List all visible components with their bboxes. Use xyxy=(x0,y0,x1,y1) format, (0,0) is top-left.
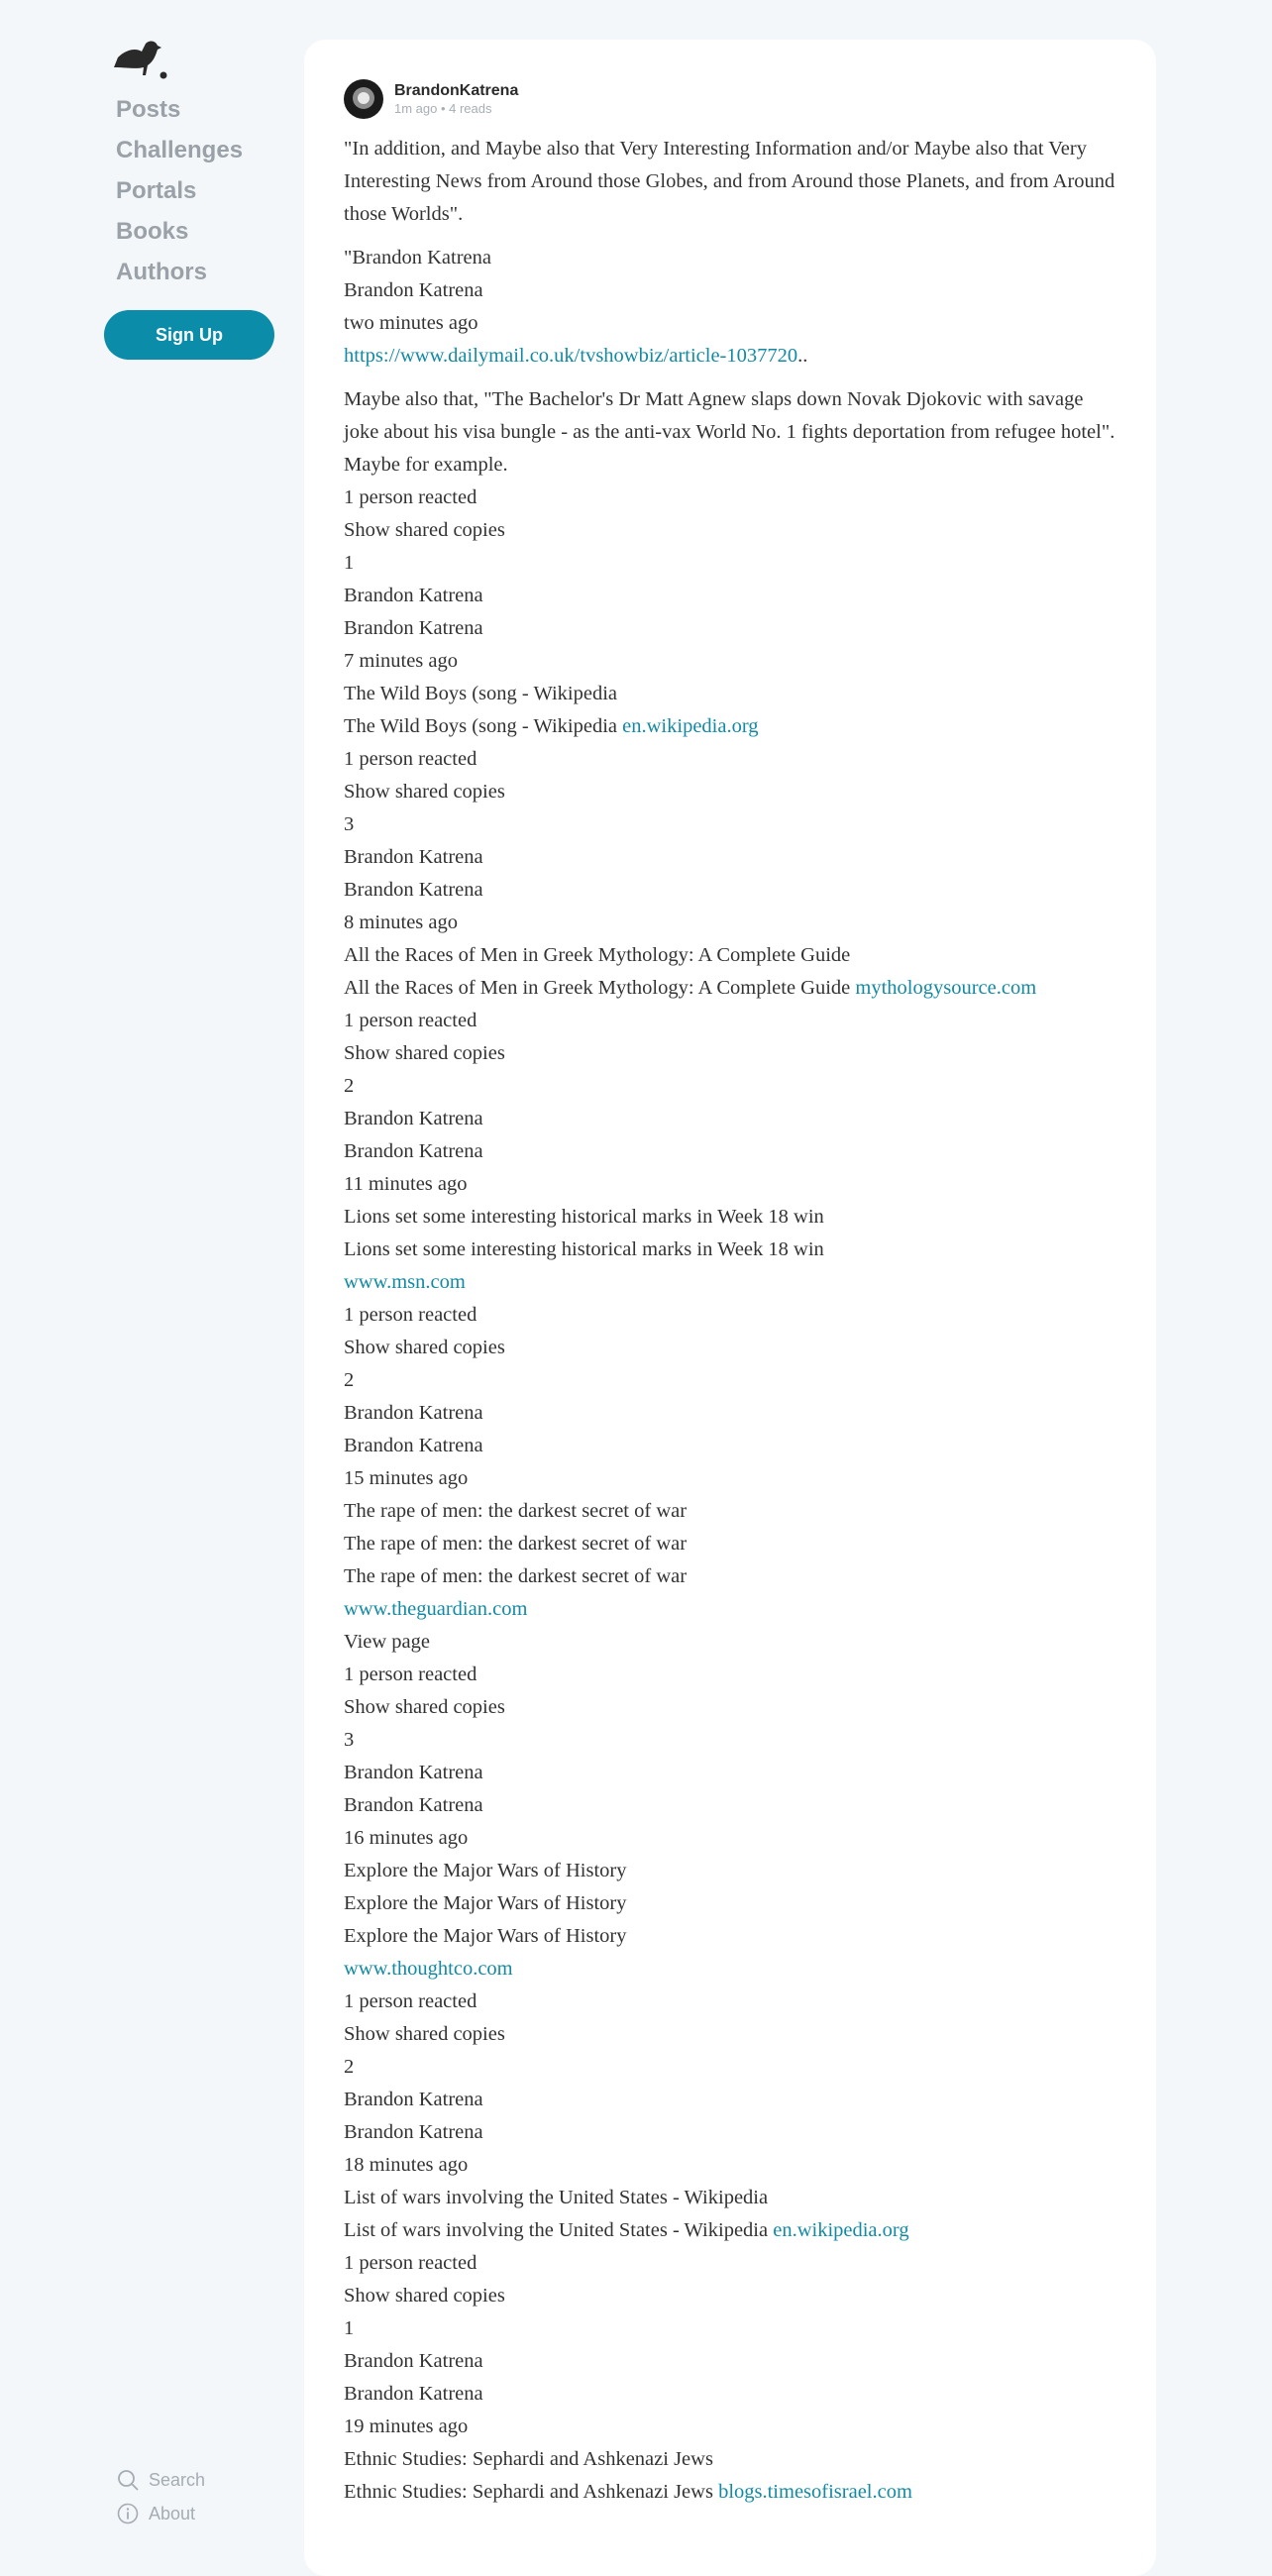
shared-title: The rape of men: the darkest secret of war xyxy=(344,1500,688,1522)
sidebar-footer xyxy=(117,2463,205,2530)
shared-title: Lions set some interesting historical marks in Week 18 win xyxy=(344,1238,824,1260)
avatar[interactable] xyxy=(344,79,383,119)
shared-time: 7 minutes ago xyxy=(344,650,459,672)
post-meta: 1m ago • 4 reads xyxy=(394,101,492,116)
post-content xyxy=(344,77,1116,2509)
shared-count: 2 xyxy=(344,1369,355,1391)
nav-portals[interactable]: Portals xyxy=(116,177,197,204)
reaction-count[interactable]: 1 person reacted xyxy=(344,748,477,770)
shared-title: Explore the Major Wars of History xyxy=(344,1860,627,1881)
shared-author: Brandon Katrena xyxy=(344,1435,483,1456)
shared-count: 2 xyxy=(344,1075,355,1097)
dailymail-link[interactable]: https://www.dailymail.co.uk/tvshowbiz/article-1037720 xyxy=(344,345,798,367)
shared-author: Brandon Katrena xyxy=(344,2089,483,2110)
shared-author: Brandon Katrena xyxy=(344,2383,483,2405)
shared-title-line: Ethnic Studies: Sephardi and Ashkenazi Jews blogs.timesofisrael.com xyxy=(344,2481,912,2503)
quote-author: Brandon Katrena xyxy=(344,279,483,301)
shared-time: 15 minutes ago xyxy=(344,1467,469,1489)
intro-paragraph: "In addition, and Maybe also that Very Interesting Information and/or Maybe also that Very Interesting News from Around those Globes, and from Around those Planets, and from Around those Worlds". xyxy=(344,138,1115,225)
shared-title: The Wild Boys (song - Wikipedia xyxy=(344,683,618,704)
shared-count: 3 xyxy=(344,813,355,835)
shared-title: List of wars involving the United States - Wikipedia xyxy=(344,2187,769,2208)
shared-author: Brandon Katrena xyxy=(344,879,483,901)
wikipedia-link[interactable]: en.wikipedia.org xyxy=(622,715,759,737)
search-icon xyxy=(117,2469,139,2491)
shared-author: Brandon Katrena xyxy=(344,1402,483,1424)
shared-count: 1 xyxy=(344,2317,355,2339)
show-shared-copies[interactable]: Show shared copies xyxy=(344,2023,505,2045)
shared-count: 1 xyxy=(344,552,355,574)
shared-title-line: All the Races of Men in Greek Mythology: A Complete Guide mythologysource.com xyxy=(344,977,1037,999)
shared-time: 16 minutes ago xyxy=(344,1827,469,1849)
shared-title-line: List of wars involving the United States - Wikipedia en.wikipedia.org xyxy=(344,2219,909,2241)
nav-posts[interactable]: Posts xyxy=(116,96,181,123)
shared-author: Brandon Katrena xyxy=(344,585,483,606)
shared-title: Explore the Major Wars of History xyxy=(344,1892,627,1914)
mythologysource-link[interactable]: mythologysource.com xyxy=(855,977,1037,999)
reaction-count[interactable]: 1 person reacted xyxy=(344,1304,477,1326)
msn-link[interactable]: www.msn.com xyxy=(344,1271,466,1293)
about-label: About xyxy=(149,2503,196,2523)
reaction-count[interactable]: 1 person reacted xyxy=(344,1990,477,2012)
shared-author: Brandon Katrena xyxy=(344,1140,483,1162)
theguardian-link[interactable]: www.theguardian.com xyxy=(344,1598,528,1620)
reaction-count[interactable]: 1 person reacted xyxy=(344,486,477,508)
sidebar xyxy=(104,38,282,360)
timesofisrael-link[interactable]: blogs.timesofisrael.com xyxy=(718,2481,912,2503)
reaction-count[interactable]: 1 person reacted xyxy=(344,2252,477,2274)
crow-logo-icon[interactable] xyxy=(112,38,167,83)
search-label: Search xyxy=(149,2469,206,2490)
show-shared-copies[interactable]: Show shared copies xyxy=(344,1042,505,1064)
post-body xyxy=(344,133,1116,2509)
reaction-count[interactable]: 1 person reacted xyxy=(344,1664,477,1685)
sign-up-button[interactable]: Sign Up xyxy=(104,310,274,360)
shared-time: 8 minutes ago xyxy=(344,912,459,933)
shared-title: The rape of men: the darkest secret of war xyxy=(344,1565,688,1587)
reaction-count[interactable]: 1 person reacted xyxy=(344,1010,477,1031)
shared-count: 3 xyxy=(344,1729,355,1751)
show-shared-copies[interactable]: Show shared copies xyxy=(344,1337,505,1358)
main-nav xyxy=(104,89,282,292)
show-shared-copies[interactable]: Show shared copies xyxy=(344,2285,505,2307)
about-link[interactable] xyxy=(117,2497,205,2530)
shared-title: Explore the Major Wars of History xyxy=(344,1925,627,1947)
shared-author: Brandon Katrena xyxy=(344,1794,483,1816)
author-name[interactable]: BrandonKatrena xyxy=(394,82,519,99)
shared-time: 18 minutes ago xyxy=(344,2154,469,2176)
post-card xyxy=(304,40,1156,2576)
shared-title-line: The Wild Boys (song - Wikipedia en.wikipedia.org xyxy=(344,715,759,737)
wikipedia-link[interactable]: en.wikipedia.org xyxy=(773,2219,909,2241)
show-shared-copies[interactable]: Show shared copies xyxy=(344,519,505,541)
quote-time: two minutes ago xyxy=(344,312,478,334)
show-shared-copies[interactable]: Show shared copies xyxy=(344,781,505,803)
post-author-row xyxy=(344,77,1116,121)
shared-title: Ethnic Studies: Sephardi and Ashkenazi Jews xyxy=(344,2448,713,2470)
view-page-link[interactable]: View page xyxy=(344,1631,430,1653)
shared-author: Brandon Katrena xyxy=(344,2121,483,2143)
shared-title: The rape of men: the darkest secret of war xyxy=(344,1533,688,1555)
nav-challenges[interactable]: Challenges xyxy=(116,137,244,163)
shared-time: 11 minutes ago xyxy=(344,1173,468,1195)
shared-author: Brandon Katrena xyxy=(344,1108,483,1129)
shared-time: 19 minutes ago xyxy=(344,2415,469,2437)
shared-author: Brandon Katrena xyxy=(344,846,483,868)
quote-link-line: https://www.dailymail.co.uk/tvshowbiz/article-1037720.. xyxy=(344,345,808,367)
shared-author: Brandon Katrena xyxy=(344,1762,483,1783)
nav-books[interactable]: Books xyxy=(116,218,189,245)
shared-count: 2 xyxy=(344,2056,355,2078)
quote-head: "Brandon Katrena xyxy=(344,247,491,268)
shared-title: All the Races of Men in Greek Mythology: A Complete Guide xyxy=(344,944,851,966)
shared-author: Brandon Katrena xyxy=(344,617,483,639)
thoughtco-link[interactable]: www.thoughtco.com xyxy=(344,1958,513,1980)
shared-author: Brandon Katrena xyxy=(344,2350,483,2372)
nav-authors[interactable]: Authors xyxy=(116,259,207,285)
show-shared-copies[interactable]: Show shared copies xyxy=(344,1696,505,1718)
search-link[interactable] xyxy=(117,2463,205,2497)
bachelor-paragraph: Maybe also that, "The Bachelor's Dr Matt Agnew slaps down Novak Djokovic with savage joke about his visa bungle - as the anti-vax World No. 1 fights deportation from refugee hotel". Maybe for example. xyxy=(344,388,1115,476)
info-icon xyxy=(117,2503,139,2524)
shared-title: Lions set some interesting historical marks in Week 18 win xyxy=(344,1206,824,1228)
